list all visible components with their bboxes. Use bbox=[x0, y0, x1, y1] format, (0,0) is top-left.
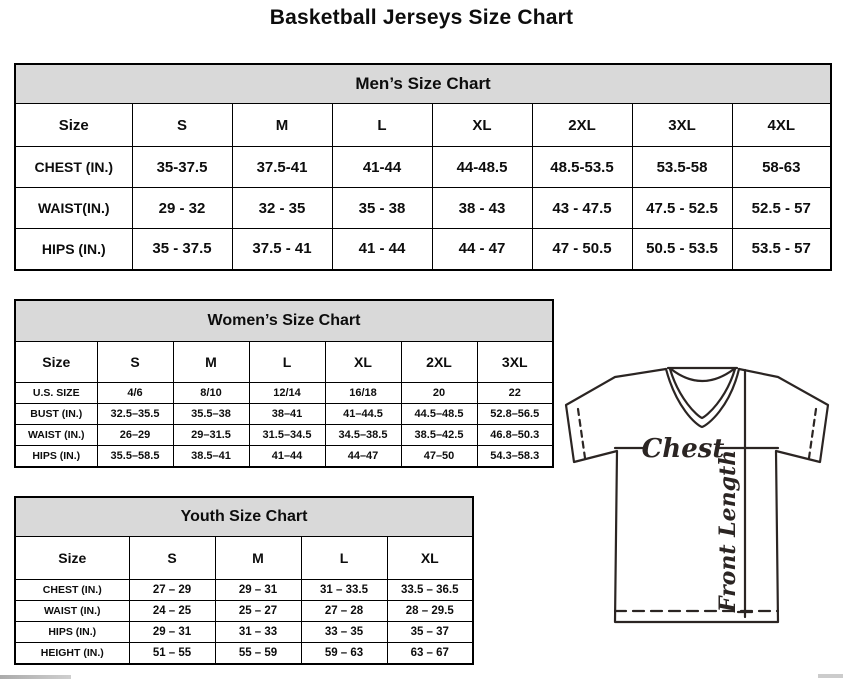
table-cell: 55 – 59 bbox=[215, 643, 301, 664]
table-cell: 27 – 28 bbox=[301, 601, 387, 622]
mens-column-header-row bbox=[15, 104, 831, 147]
table-cell: 51 – 55 bbox=[129, 643, 215, 664]
row-label: WAIST (IN.) bbox=[15, 425, 97, 446]
table-cell: 44-48.5 bbox=[432, 147, 532, 188]
table-cell: 44.5–48.5 bbox=[401, 404, 477, 425]
table-cell: 38 - 43 bbox=[432, 188, 532, 229]
youth-chart-header-band bbox=[15, 497, 473, 537]
womens-chart-header-band bbox=[15, 300, 553, 342]
youth-chart-title: Youth Size Chart bbox=[15, 497, 473, 537]
table-row-chest bbox=[15, 580, 473, 601]
table-row-bust bbox=[15, 404, 553, 425]
column-header-2xl: 2XL bbox=[532, 104, 632, 147]
column-header-2xl: 2XL bbox=[401, 342, 477, 383]
row-label: HEIGHT (IN.) bbox=[15, 643, 129, 664]
column-header-m: M bbox=[173, 342, 249, 383]
column-header-size: Size bbox=[15, 104, 132, 147]
mens-size-chart-table bbox=[14, 63, 832, 271]
table-row-hips bbox=[15, 622, 473, 643]
table-cell: 41-44 bbox=[332, 147, 432, 188]
column-header-xl: XL bbox=[387, 537, 473, 580]
column-header-size: Size bbox=[15, 342, 97, 383]
column-header-size: Size bbox=[15, 537, 129, 580]
table-cell: 35 - 38 bbox=[332, 188, 432, 229]
table-row-waist bbox=[15, 425, 553, 446]
row-label: HIPS (IN.) bbox=[15, 446, 97, 467]
table-row-waist bbox=[15, 601, 473, 622]
table-cell: 33.5 – 36.5 bbox=[387, 580, 473, 601]
table-cell: 53.5 - 57 bbox=[732, 229, 831, 270]
table-cell: 27 – 29 bbox=[129, 580, 215, 601]
column-header-3xl: 3XL bbox=[477, 342, 553, 383]
row-label: U.S. SIZE bbox=[15, 383, 97, 404]
column-header-l: L bbox=[301, 537, 387, 580]
column-header-l: L bbox=[332, 104, 432, 147]
row-label: CHEST (IN.) bbox=[15, 580, 129, 601]
table-cell: 38.5–42.5 bbox=[401, 425, 477, 446]
table-cell: 8/10 bbox=[173, 383, 249, 404]
table-cell: 12/14 bbox=[249, 383, 325, 404]
table-cell: 41 - 44 bbox=[332, 229, 432, 270]
table-cell: 35 – 37 bbox=[387, 622, 473, 643]
table-cell: 47.5 - 52.5 bbox=[632, 188, 732, 229]
table-cell: 25 – 27 bbox=[215, 601, 301, 622]
mens-chart-header-band bbox=[15, 64, 831, 104]
table-cell: 46.8–50.3 bbox=[477, 425, 553, 446]
table-cell: 50.5 - 53.5 bbox=[632, 229, 732, 270]
table-row-hips bbox=[15, 229, 831, 270]
table-row-hips bbox=[15, 446, 553, 467]
table-cell: 38.5–41 bbox=[173, 446, 249, 467]
column-header-m: M bbox=[232, 104, 332, 147]
jersey-collar-back-arc bbox=[671, 369, 734, 381]
table-cell: 47–50 bbox=[401, 446, 477, 467]
table-cell: 35 - 37.5 bbox=[132, 229, 232, 270]
table-row-waist bbox=[15, 188, 831, 229]
table-cell: 48.5-53.5 bbox=[532, 147, 632, 188]
row-label: BUST (IN.) bbox=[15, 404, 97, 425]
table-cell: 52.5 - 57 bbox=[732, 188, 831, 229]
column-header-s: S bbox=[97, 342, 173, 383]
youth-size-chart-table bbox=[14, 496, 474, 665]
table-cell: 31.5–34.5 bbox=[249, 425, 325, 446]
scrollbar-fragment-left bbox=[0, 675, 71, 679]
row-label: WAIST(IN.) bbox=[15, 188, 132, 229]
table-cell: 47 - 50.5 bbox=[532, 229, 632, 270]
table-row-us-size bbox=[15, 383, 553, 404]
row-label: CHEST (IN.) bbox=[15, 147, 132, 188]
table-cell: 63 – 67 bbox=[387, 643, 473, 664]
table-cell: 29–31.5 bbox=[173, 425, 249, 446]
table-cell: 29 – 31 bbox=[129, 622, 215, 643]
table-cell: 32.5–35.5 bbox=[97, 404, 173, 425]
table-cell: 44–47 bbox=[325, 446, 401, 467]
table-row-chest bbox=[15, 147, 831, 188]
column-header-s: S bbox=[129, 537, 215, 580]
table-cell: 35.5–58.5 bbox=[97, 446, 173, 467]
table-cell: 20 bbox=[401, 383, 477, 404]
table-cell: 59 – 63 bbox=[301, 643, 387, 664]
table-cell: 34.5–38.5 bbox=[325, 425, 401, 446]
table-cell: 16/18 bbox=[325, 383, 401, 404]
table-cell: 33 – 35 bbox=[301, 622, 387, 643]
column-header-l: L bbox=[249, 342, 325, 383]
mens-chart-title: Men’s Size Chart bbox=[15, 64, 831, 104]
right-cuff-dashed-line bbox=[809, 409, 816, 458]
table-cell: 24 – 25 bbox=[129, 601, 215, 622]
table-cell: 52.8–56.5 bbox=[477, 404, 553, 425]
table-cell: 37.5 - 41 bbox=[232, 229, 332, 270]
table-cell: 4/6 bbox=[97, 383, 173, 404]
chest-label: Chest bbox=[641, 434, 725, 464]
column-header-m: M bbox=[215, 537, 301, 580]
row-label: HIPS (IN.) bbox=[15, 622, 129, 643]
row-label: HIPS (IN.) bbox=[15, 229, 132, 270]
jersey-outline bbox=[566, 369, 828, 622]
table-cell: 31 – 33 bbox=[215, 622, 301, 643]
column-header-xl: XL bbox=[325, 342, 401, 383]
table-cell: 43 - 47.5 bbox=[532, 188, 632, 229]
jersey-collar-inner-v bbox=[670, 369, 735, 418]
table-cell: 29 – 31 bbox=[215, 580, 301, 601]
scrollbar-fragment-right bbox=[818, 674, 843, 678]
row-label: WAIST (IN.) bbox=[15, 601, 129, 622]
womens-size-chart-table bbox=[14, 299, 554, 468]
left-cuff-dashed-line bbox=[578, 409, 585, 458]
table-cell: 35.5–38 bbox=[173, 404, 249, 425]
column-header-4xl: 4XL bbox=[732, 104, 831, 147]
table-cell: 31 – 33.5 bbox=[301, 580, 387, 601]
table-cell: 38–41 bbox=[249, 404, 325, 425]
page-title: Basketball Jerseys Size Chart bbox=[269, 6, 574, 29]
column-header-s: S bbox=[132, 104, 232, 147]
front-length-label: Front Length bbox=[715, 449, 741, 613]
table-cell: 35-37.5 bbox=[132, 147, 232, 188]
table-cell: 41–44.5 bbox=[325, 404, 401, 425]
table-cell: 32 - 35 bbox=[232, 188, 332, 229]
table-cell: 29 - 32 bbox=[132, 188, 232, 229]
table-cell: 44 - 47 bbox=[432, 229, 532, 270]
womens-column-header-row bbox=[15, 342, 553, 383]
table-cell: 53.5-58 bbox=[632, 147, 732, 188]
table-cell: 54.3–58.3 bbox=[477, 446, 553, 467]
table-cell: 58-63 bbox=[732, 147, 831, 188]
column-header-3xl: 3XL bbox=[632, 104, 732, 147]
table-cell: 37.5-41 bbox=[232, 147, 332, 188]
youth-column-header-row bbox=[15, 537, 473, 580]
jersey-diagram bbox=[558, 363, 843, 673]
table-cell: 26–29 bbox=[97, 425, 173, 446]
table-cell: 41–44 bbox=[249, 446, 325, 467]
womens-chart-title: Women’s Size Chart bbox=[15, 300, 553, 342]
column-header-xl: XL bbox=[432, 104, 532, 147]
table-cell: 22 bbox=[477, 383, 553, 404]
table-cell: 28 – 29.5 bbox=[387, 601, 473, 622]
table-row-height bbox=[15, 643, 473, 664]
